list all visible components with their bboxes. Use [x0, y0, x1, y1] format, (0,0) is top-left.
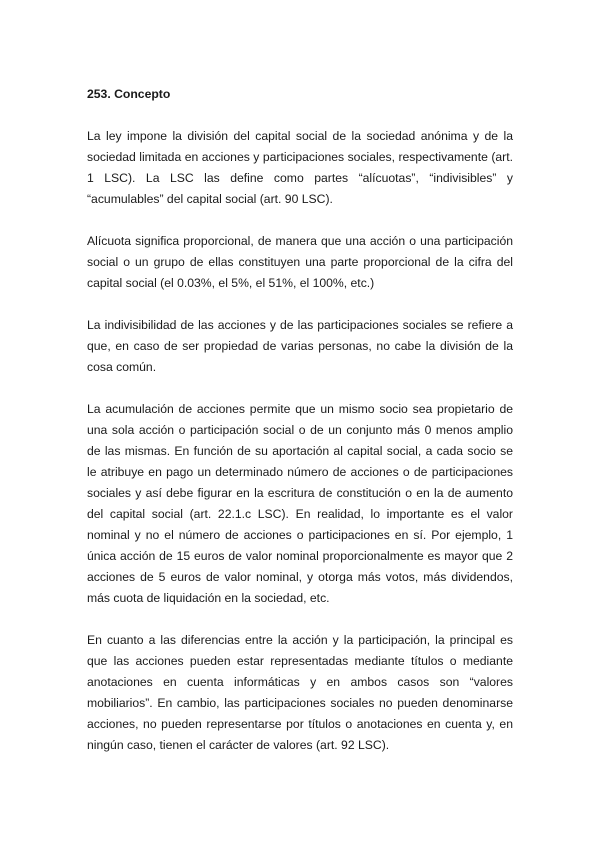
- paragraph-alicuota: Alícuota significa proporcional, de manera que una acción o una participación social o un grupo de ellas constituyen una parte proporcional de la cifra del capital social (el 0.03%, el 5%, el 51%, el 100%, etc.): [87, 234, 513, 290]
- page-content: [87, 84, 513, 777]
- paragraph-division: La ley impone la división del capital social de la sociedad anónima y de la sociedad limitada en acciones y participaciones sociales, respectivamente (art. 1 LSC). La LSC las define como partes “alícuotas”, “indivisibles” y “acumulables” del capital social (art. 90 LSC).: [87, 129, 513, 206]
- paragraph-acumulacion: La acumulación de acciones permite que un mismo socio sea propietario de una sola acción o participación social o de un conjunto más 0 menos amplio de las mismas. En función de su aportación al capital social, a cada socio se le atribuye en pago un determinado número de acciones o de participaciones sociales y así debe figurar en la escritura de constitución o en la de aumento del capital social (art. 22.1.c LSC). En realidad, lo importante es el valor nominal y no el número de acciones o participaciones en sí. Por ejemplo, 1 única acción de 15 euros de valor nominal proporcionalmente es mayor que 2 acciones de 5 euros de valor nominal, y otorga más votos, más dividendos, más cuota de liquidación en la sociedad, etc.: [87, 402, 513, 605]
- section-heading: 253. Concepto: [87, 87, 171, 101]
- paragraph-diferencias: En cuanto a las diferencias entre la acción y la participación, la principal es que las acciones pueden estar representadas mediante títulos o mediante anotaciones en cuenta informáticas y en ambos casos son “valores mobiliarios”. En cambio, las participaciones sociales no pueden denominarse acciones, no pueden representarse por títulos o anotaciones en cuenta y, en ningún caso, tienen el carácter de valores (art. 92 LSC).: [87, 633, 513, 752]
- paragraph-indivisibilidad: La indivisibilidad de las acciones y de las participaciones sociales se refiere a que, en caso de ser propiedad de varias personas, no cabe la división de la cosa común.: [87, 318, 513, 374]
